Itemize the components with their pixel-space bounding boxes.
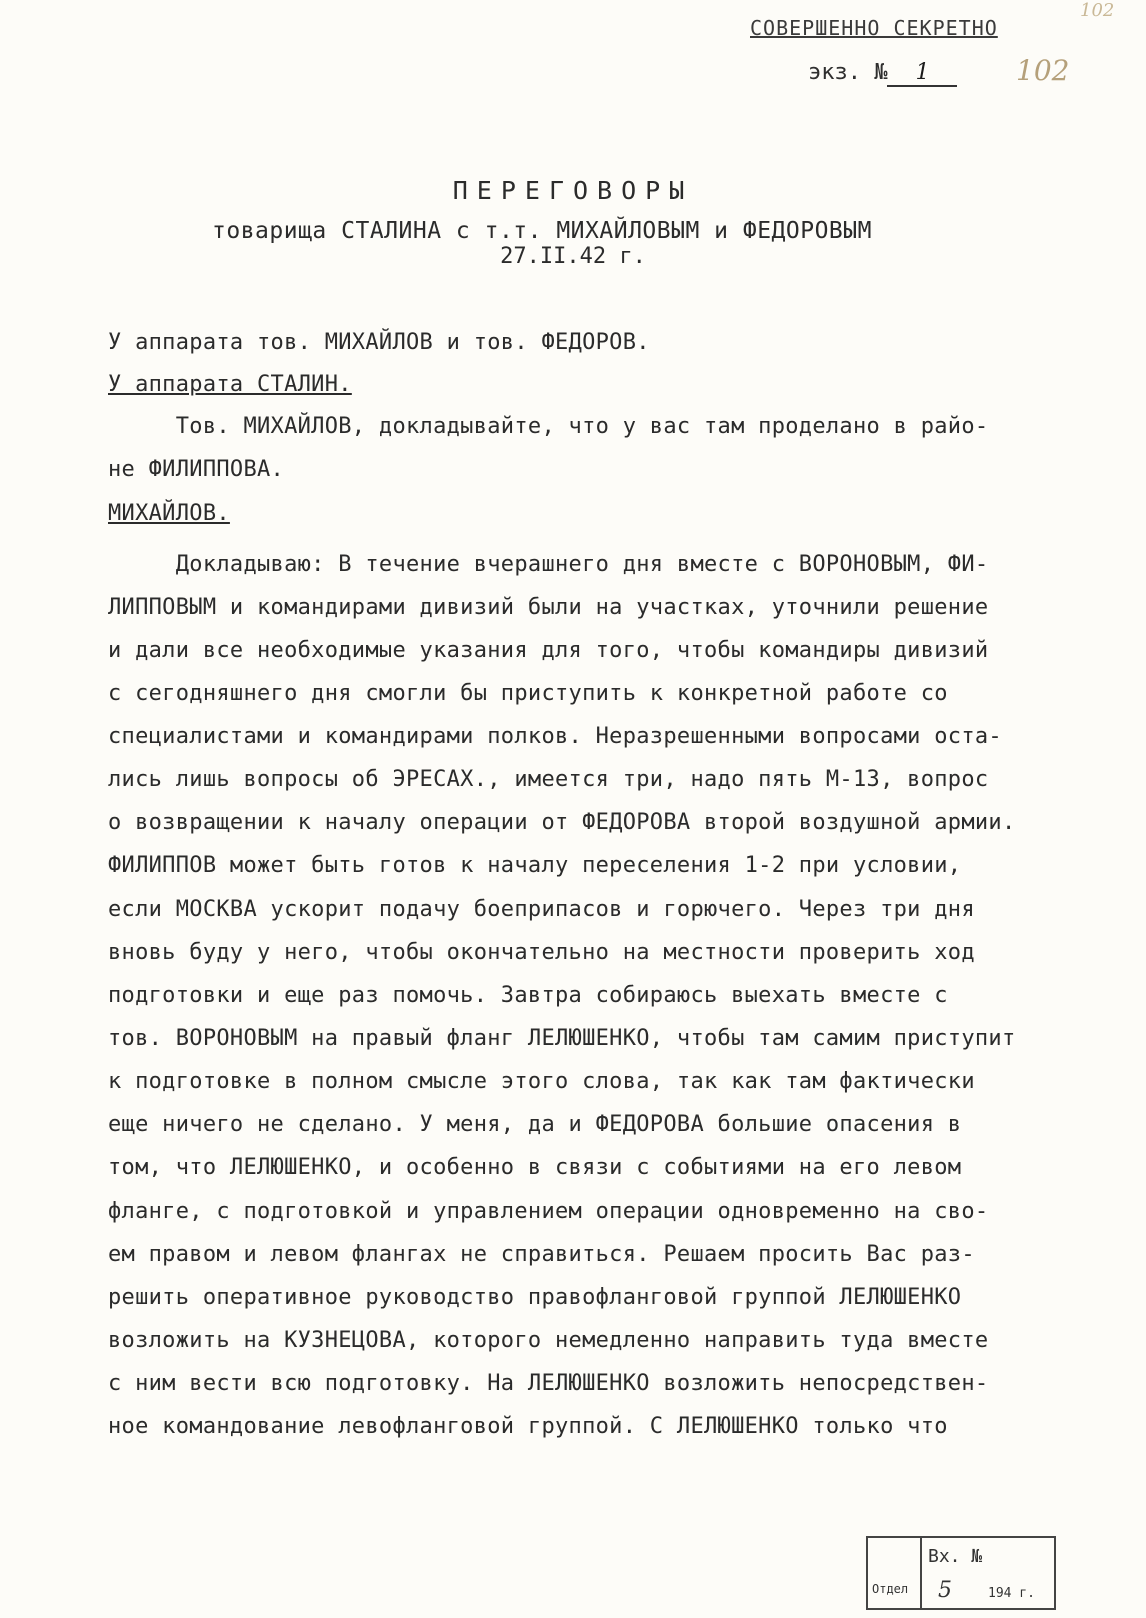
speaker-heading: МИХАЙЛОВ. <box>108 501 230 526</box>
body-line: Докладываю: В течение вчерашнего дня вместе с ВОРОНОВЫМ, ФИ- <box>108 552 989 577</box>
body-line: с сегодняшнего дня смогли бы приступить к конкретной работе со <box>108 681 948 706</box>
body-line: возложить на КУЗНЕЦОВА, которого немедленно направить туда вместе <box>108 1328 989 1353</box>
classification-label: СОВЕРШЕННО СЕКРЕТНО <box>750 16 998 40</box>
copy-number-value: 1 <box>887 60 957 87</box>
body-line: фланге, с подготовкой и управлением операции одновременно на сво- <box>108 1199 989 1224</box>
body-line: специалистами и командирами полков. Неразрешенными вопросами оста- <box>108 724 1002 749</box>
stamp-date-handwritten: 5 <box>938 1578 952 1603</box>
stamp-year: 194 г. <box>988 1586 1035 1601</box>
copy-number-label: экз. № <box>808 60 888 85</box>
body-line: если МОСКВА ускорит подачу боеприпасов и горючего. Через три дня <box>108 897 975 922</box>
body-line: лись лишь вопросы об ЭРЕСАХ., имеется три, надо пять М-13, вопрос <box>108 767 989 792</box>
body-line: еще ничего не сделано. У меня, да и ФЕДОРОВА большие опасения в <box>108 1112 962 1137</box>
document-date: 27.II.42 г. <box>500 244 646 269</box>
body-line: ЛИППОВЫМ и командирами дивизий были на участках, уточнили решение <box>108 595 989 620</box>
body-line: Тов. МИХАЙЛОВ, докладывайте, что у вас там проделано в райо- <box>108 414 989 439</box>
body-line: ем правом и левом флангах не справиться. Решаем просить Вас раз- <box>108 1242 975 1267</box>
stamp-incoming-label: Вх. № <box>928 1546 983 1567</box>
body-line: ФИЛИППОВ может быть готов к началу переселения 1-2 при условии, <box>108 853 962 878</box>
body-line: ное командование левофланговой группой. С ЛЕЛЮШЕНКО только что <box>108 1414 948 1439</box>
body-line: не ФИЛИППОВА. <box>108 457 285 482</box>
stamp-left-cell <box>868 1538 922 1608</box>
body-line: У аппарата тов. МИХАЙЛОВ и тов. ФЕДОРОВ. <box>108 330 650 355</box>
speaker-heading: У аппарата СТАЛИН. <box>108 372 352 397</box>
body-line: том, что ЛЕЛЮШЕНКО, и особенно в связи с событиями на его левом <box>108 1155 962 1180</box>
body-line: вновь буду у него, чтобы окончательно на местности проверить ход <box>108 940 975 965</box>
body-line: о возвращении к началу операции от ФЕДОРОВА второй воздушной армии. <box>108 810 1016 835</box>
body-line: с ним вести всю подготовку. На ЛЕЛЮШЕНКО возложить непосредствен- <box>108 1371 989 1396</box>
document-title: ПЕРЕГОВОРЫ <box>452 176 694 205</box>
body-line: к подготовке в полном смысле этого слова, так как там фактически <box>108 1069 975 1094</box>
body-line: и дали все необходимые указания для того, чтобы командиры дивизий <box>108 638 989 663</box>
body-line: решить оперативное руководство правофланговой группой ЛЕЛЮШЕНКО <box>108 1285 962 1310</box>
document-subtitle: товарища СТАЛИНА с т.т. МИХАЙЛОВЫМ и ФЕДОРОВЫМ <box>212 218 872 244</box>
corner-page-mark: 102 <box>1080 0 1115 21</box>
stamp-department: Отдел <box>872 1582 909 1596</box>
folio-number: 102 <box>1016 54 1070 87</box>
copy-number-line <box>808 60 957 87</box>
body-line: тов. ВОРОНОВЫМ на правый фланг ЛЕЛЮШЕНКО, чтобы там самим приступит <box>108 1026 1016 1051</box>
body-line: подготовки и еще раз помочь. Завтра собираюсь выехать вместе с <box>108 983 948 1008</box>
registration-stamp <box>866 1536 1056 1610</box>
